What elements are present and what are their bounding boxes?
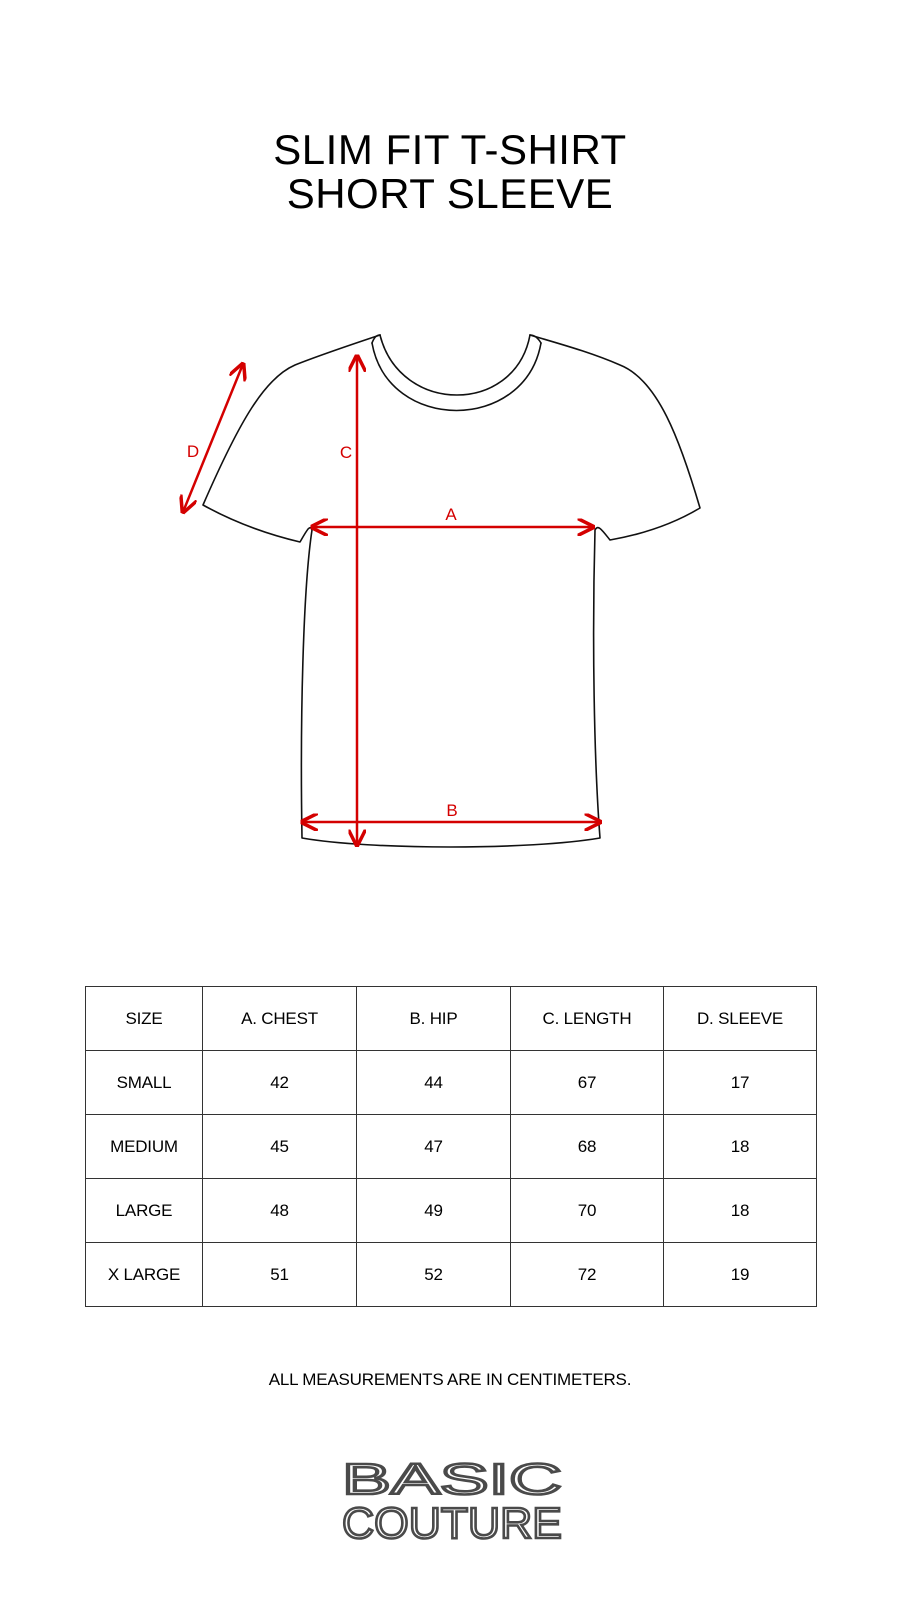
cell-length: 67 [511, 1051, 664, 1115]
logo-line-2: COUTURE [342, 1499, 562, 1542]
measurement-note: ALL MEASUREMENTS ARE IN CENTIMETERS. [268, 1370, 632, 1389]
cell-chest: 51 [203, 1243, 357, 1307]
tshirt-body-outline [203, 335, 700, 847]
cell-length: 72 [511, 1243, 664, 1307]
header-length: C. LENGTH [511, 987, 664, 1051]
cell-size: MEDIUM [86, 1115, 203, 1179]
cell-hip: 47 [357, 1115, 511, 1179]
brand-logo [340, 1456, 564, 1542]
cell-chest: 42 [203, 1051, 357, 1115]
label-b: B [446, 801, 458, 820]
tshirt-diagram-svg [0, 300, 900, 880]
logo-line-1: BASIC [342, 1456, 562, 1504]
label-c: C [339, 443, 353, 462]
cell-sleeve: 18 [664, 1115, 817, 1179]
page-title [0, 128, 900, 216]
table-row [86, 1179, 817, 1243]
cell-size: SMALL [86, 1051, 203, 1115]
header-sleeve: D. SLEEVE [664, 987, 817, 1051]
cell-length: 70 [511, 1179, 664, 1243]
cell-length: 68 [511, 1115, 664, 1179]
table-row [86, 1051, 817, 1115]
tshirt-collar-top [372, 335, 541, 343]
tshirt-collar-inner [372, 343, 541, 411]
header-hip: B. HIP [357, 987, 511, 1051]
header-chest: A. CHEST [203, 987, 357, 1051]
tshirt-diagram [0, 300, 900, 880]
cell-size: LARGE [86, 1179, 203, 1243]
cell-sleeve: 18 [664, 1179, 817, 1243]
brand-logo-svg [340, 1456, 564, 1542]
label-d: D [186, 442, 200, 461]
cell-hip: 52 [357, 1243, 511, 1307]
size-chart-table [85, 986, 817, 1307]
cell-sleeve: 19 [664, 1243, 817, 1307]
table-row [86, 1115, 817, 1179]
measure-lines [183, 356, 600, 845]
title-line-2: SHORT SLEEVE [286, 170, 614, 217]
tshirt-outline [203, 335, 700, 847]
table-header-row [86, 987, 817, 1051]
cell-hip: 49 [357, 1179, 511, 1243]
cell-chest: 48 [203, 1179, 357, 1243]
cell-sleeve: 17 [664, 1051, 817, 1115]
tshirt-collar-outer [380, 335, 530, 395]
cell-chest: 45 [203, 1115, 357, 1179]
table-row [86, 1243, 817, 1307]
header-size: SIZE [86, 987, 203, 1051]
title-line-1: SLIM FIT T-SHIRT [273, 126, 627, 173]
label-a: A [445, 505, 457, 524]
cell-hip: 44 [357, 1051, 511, 1115]
cell-size: X LARGE [86, 1243, 203, 1307]
